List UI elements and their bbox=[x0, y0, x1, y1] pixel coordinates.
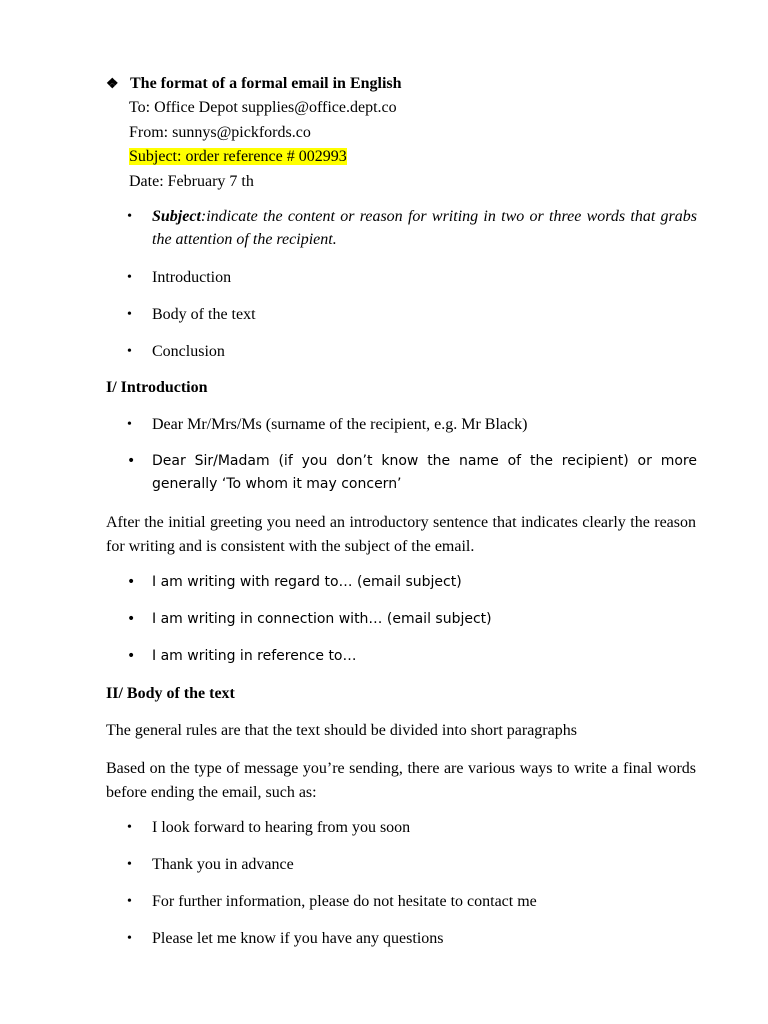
email-to-line: To: Office Depot supplies@office.dept.co bbox=[129, 99, 397, 116]
email-header-example bbox=[129, 96, 397, 194]
list-item: • Conclusion bbox=[127, 340, 697, 363]
subject-description: :indicate the content or reason for writing in two or three words that grabs the attention of the recipient. bbox=[152, 208, 697, 248]
diamond-bullet-icon: ❖ bbox=[106, 77, 119, 92]
body-title: II/ Body of the text bbox=[106, 685, 235, 702]
body-paragraph-2: Based on the type of message you’re sending, there are various ways to write a final words before ending the email, such as: bbox=[106, 760, 696, 801]
introduction-paragraph: After the initial greeting you need an introductory sentence that indicates clearly the reason for writing and is consistent with the subject of the email. bbox=[106, 514, 696, 555]
email-subject-line: Subject: order reference # 002993 bbox=[129, 148, 347, 165]
structure-list bbox=[127, 205, 697, 377]
body-paragraph-1: The general rules are that the text should be divided into short paragraphs bbox=[106, 722, 577, 739]
list-item: • Body of the text bbox=[127, 303, 697, 326]
list-item: • Dear Sir/Madam (if you don’t know the name of the recipient) or more generally ‘To whom it may concern’ bbox=[127, 450, 697, 496]
phrases-list bbox=[127, 571, 697, 682]
email-from-line: From: sunnys@pickfords.co bbox=[129, 123, 311, 141]
list-item: • I am writing in reference to… bbox=[127, 645, 697, 668]
list-item: • Please let me know if you have any questions bbox=[127, 927, 697, 950]
list-item: • I am writing with regard to… (email subject) bbox=[127, 571, 697, 594]
list-item: • Thank you in advance bbox=[127, 853, 697, 876]
introduction-title: I/ Introduction bbox=[106, 379, 208, 396]
list-item: • Introduction bbox=[127, 266, 697, 289]
subject-label: Subject bbox=[152, 208, 201, 225]
closings-list bbox=[127, 816, 697, 964]
list-item: • I look forward to hearing from you soon bbox=[127, 816, 697, 839]
list-item: • Dear Mr/Mrs/Ms (surname of the recipient, e.g. Mr Black) bbox=[127, 413, 697, 436]
email-date-line: Date: February 7 th bbox=[129, 172, 254, 190]
list-item: • For further information, please do not hesitate to contact me bbox=[127, 890, 697, 913]
heading-title: The format of a formal email in English bbox=[130, 75, 402, 92]
document-heading bbox=[106, 74, 402, 95]
list-item: • I am writing in connection with… (email subject) bbox=[127, 608, 697, 631]
list-item-subject bbox=[127, 205, 697, 251]
greetings-list bbox=[127, 413, 697, 510]
